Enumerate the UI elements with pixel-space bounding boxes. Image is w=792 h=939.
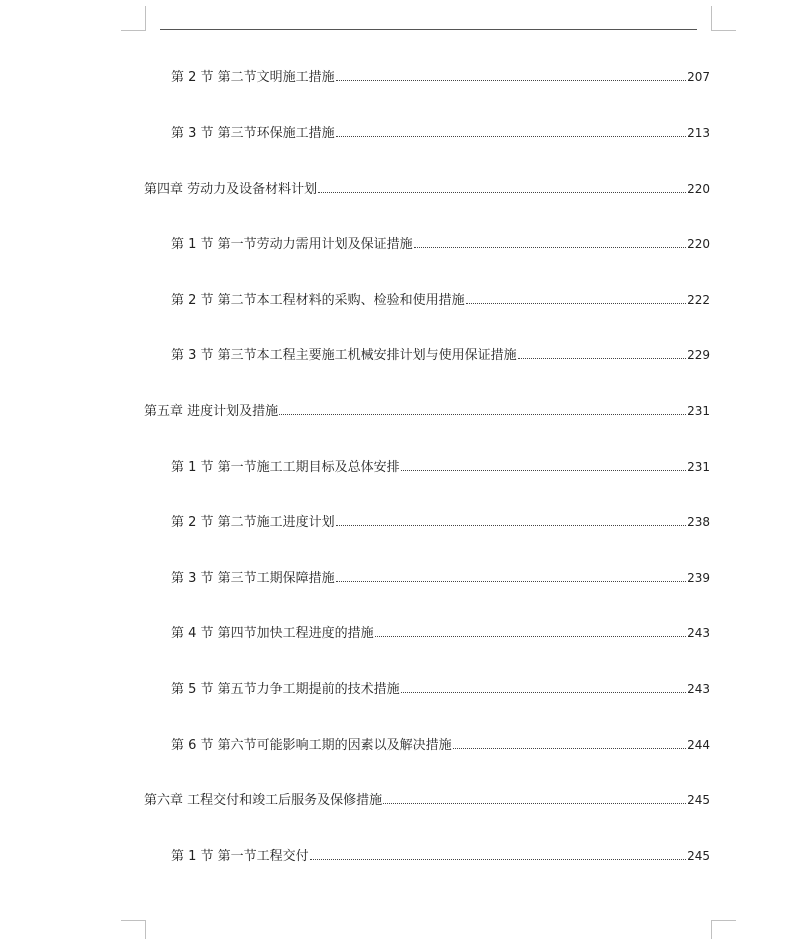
toc-entry[interactable] — [171, 736, 710, 754]
toc-entry-label: 第五章 进度计划及措施 — [144, 404, 279, 419]
dot-leader — [466, 291, 686, 304]
toc-entry-label: 第 3 节 第三节工期保障措施 — [171, 571, 335, 586]
dot-leader — [453, 736, 686, 749]
toc-entry-label: 第 5 节 第五节力争工期提前的技术措施 — [171, 682, 400, 697]
dot-leader — [336, 68, 686, 81]
toc-entry-label: 第 3 节 第三节本工程主要施工机械安排计划与使用保证措施 — [171, 348, 517, 363]
toc-entry[interactable] — [171, 124, 710, 142]
toc-entry-page: 243 — [687, 682, 710, 696]
toc-entry-page: 244 — [687, 738, 710, 752]
toc-entry-page: 222 — [687, 293, 710, 307]
toc-entry[interactable] — [144, 180, 710, 198]
toc-entry-label: 第 1 节 第一节工程交付 — [171, 849, 309, 864]
toc-entry[interactable] — [144, 791, 710, 809]
toc-entry[interactable] — [171, 68, 710, 86]
toc-entry-page: 245 — [687, 793, 710, 807]
dot-leader — [310, 847, 686, 860]
dot-leader — [414, 235, 686, 248]
toc-entry-page: 239 — [687, 571, 710, 585]
toc-entry-label: 第六章 工程交付和竣工后服务及保修措施 — [144, 793, 383, 808]
toc-entry-page: 238 — [687, 515, 710, 529]
toc-entry[interactable] — [171, 458, 710, 476]
toc-entry[interactable] — [171, 624, 710, 642]
dot-leader — [318, 180, 686, 193]
dot-leader — [375, 624, 686, 637]
toc-entry[interactable] — [144, 402, 710, 420]
toc-entry-page: 231 — [687, 460, 710, 474]
dot-leader — [401, 680, 686, 693]
toc-entry-label: 第 1 节 第一节施工工期目标及总体安排 — [171, 460, 400, 475]
toc-entry[interactable] — [171, 513, 710, 531]
toc-entry-page: 231 — [687, 404, 710, 418]
toc-entry-page: 220 — [687, 182, 710, 196]
dot-leader — [336, 513, 686, 526]
toc-entry[interactable] — [171, 235, 710, 253]
toc-entry-page: 207 — [687, 70, 710, 84]
toc-entry-page: 243 — [687, 626, 710, 640]
dot-leader — [401, 458, 686, 471]
toc-entry-page: 213 — [687, 126, 710, 140]
dot-leader — [383, 791, 686, 804]
dot-leader — [336, 124, 686, 137]
dot-leader — [279, 402, 686, 415]
toc-entry-label: 第 6 节 第六节可能影响工期的因素以及解决措施 — [171, 738, 452, 753]
toc-entry[interactable] — [171, 847, 710, 865]
toc-entry-label: 第 3 节 第三节环保施工措施 — [171, 126, 335, 141]
toc-entry-label: 第四章 劳动力及设备材料计划 — [144, 182, 318, 197]
toc-entry-label: 第 2 节 第二节施工进度计划 — [171, 515, 335, 530]
toc-entry-page: 220 — [687, 237, 710, 251]
toc-entry-label: 第 2 节 第二节文明施工措施 — [171, 70, 335, 85]
dot-leader — [518, 346, 686, 359]
toc-entry[interactable] — [171, 346, 710, 364]
toc-entry-page: 245 — [687, 849, 710, 863]
toc-entry-page: 229 — [687, 348, 710, 362]
toc-entry-label: 第 1 节 第一节劳动力需用计划及保证措施 — [171, 237, 413, 252]
toc-entry-label: 第 2 节 第二节本工程材料的采购、检验和使用措施 — [171, 293, 465, 308]
dot-leader — [336, 569, 686, 582]
toc-entry[interactable] — [171, 569, 710, 587]
toc-entry-label: 第 4 节 第四节加快工程进度的措施 — [171, 626, 374, 641]
toc-entry[interactable] — [171, 291, 710, 309]
toc-entry[interactable] — [171, 680, 710, 698]
